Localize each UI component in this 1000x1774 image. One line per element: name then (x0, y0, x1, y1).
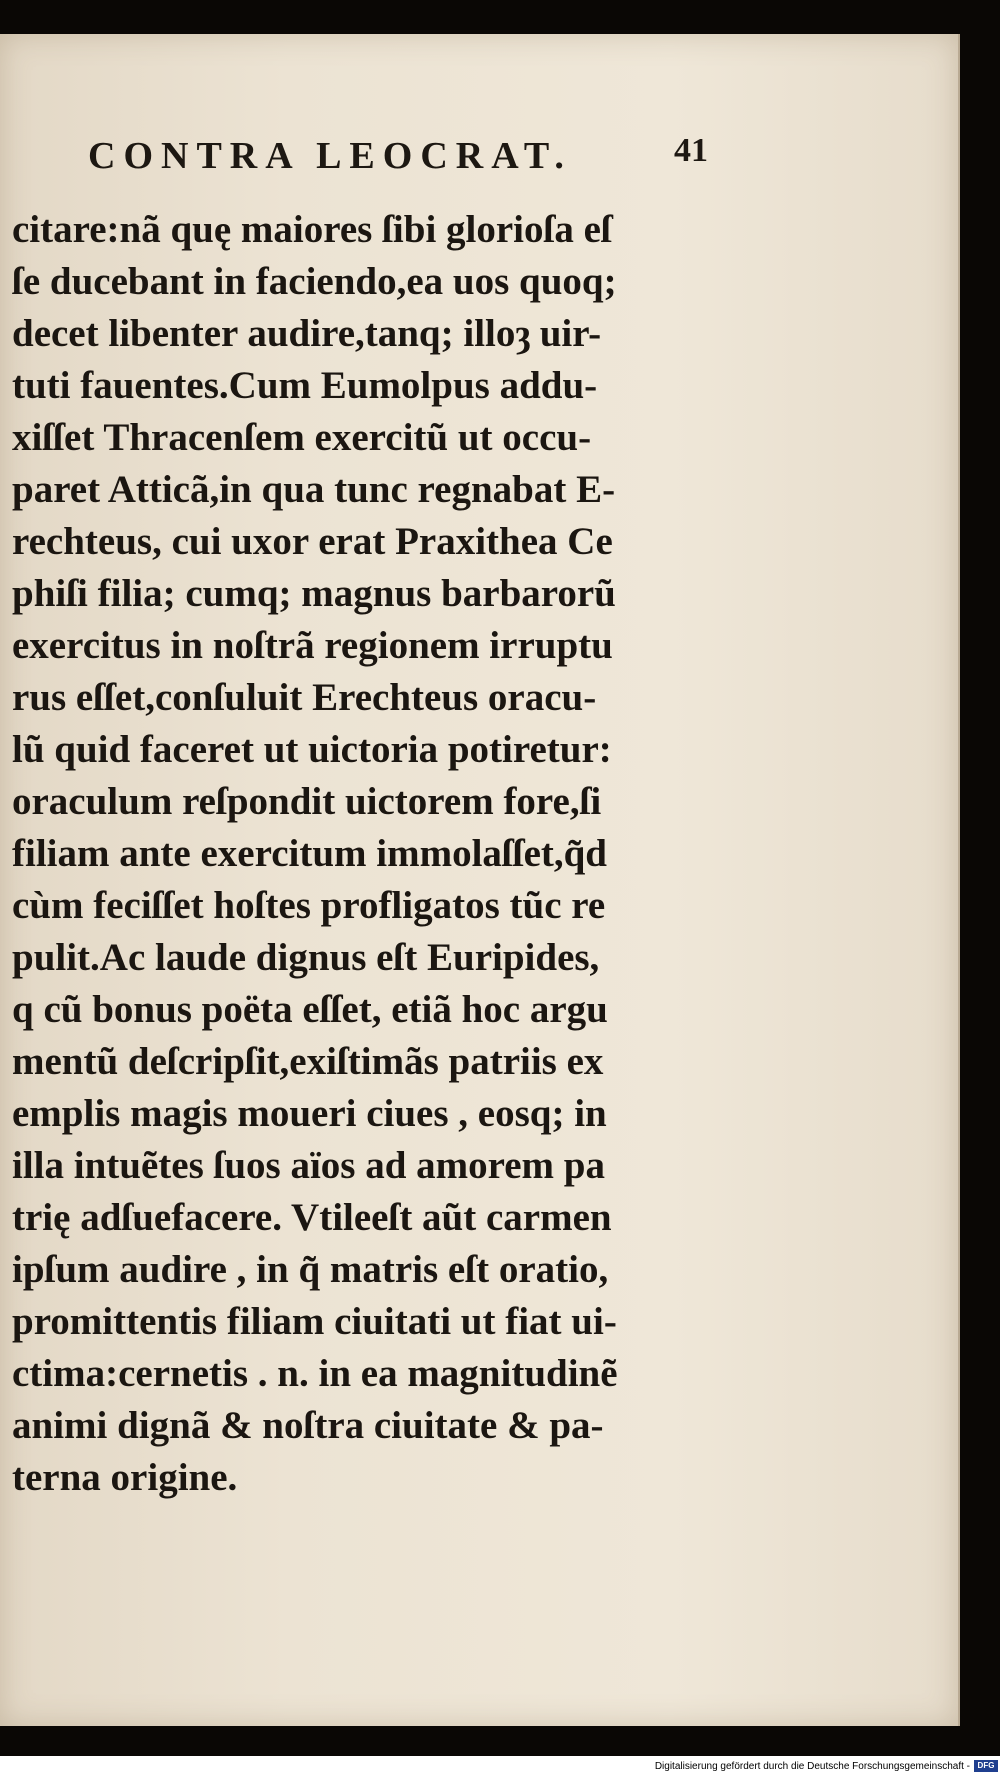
book-page (0, 34, 960, 1726)
text-line: decet libenter audire,tanq; illoȝ uir- (12, 312, 602, 355)
running-title: CONTRA LEOCRAT. (88, 135, 572, 177)
footer-bar (0, 1756, 1000, 1774)
folio-number: 41 (674, 132, 708, 169)
text-line: citare:nã quę maiores ſibi glorioſa eſ (12, 208, 612, 251)
text-line: xiſſet Thracenſem exercitũ ut occu- (12, 416, 592, 459)
text-line: animi dignã & noſtra ciuitate & pa- (12, 1404, 604, 1447)
text-line: promittentis filiam ciuitati ut fiat ui- (12, 1300, 617, 1343)
text-line: cùm feciſſet hoſtes profligatos tũc re (12, 884, 606, 927)
text-line: emplis magis moueri ciues , eosq; in (12, 1092, 607, 1135)
text-line: ſe ducebant in faciendo,ea uos quoq; (12, 260, 617, 303)
text-line: pulit.Ac laude dignus eſt Euripides, (12, 936, 600, 979)
text-line: filiam ante exercitum immolaſſet,q̃d (12, 832, 607, 875)
text-line: phiſi filia; cumq; magnus barbarorũ (12, 572, 616, 615)
text-line: lũ quid faceret ut uictoria potiretur: (12, 728, 612, 771)
text-line: illa intuẽtes ſuos aïos ad amorem pa (12, 1144, 605, 1187)
text-line: ctima:cernetis . n. in ea magnitudinẽ (12, 1352, 618, 1395)
text-body (0, 204, 740, 1504)
text-line: mentũ deſcripſit,exiſtimãs patriis ex (12, 1040, 604, 1083)
running-head (88, 130, 708, 186)
text-line: oraculum reſpondit uictorem fore,ſi (12, 780, 602, 823)
text-line: rus eſſet,conſuluit Erechteus oracu- (12, 676, 597, 719)
text-line: ipſum audire , in q̃ matris eſt oratio, (12, 1248, 609, 1291)
text-line: rechteus, cui uxor erat Praxithea Ce (12, 520, 613, 563)
text-line: trię adſuefacere. Vtileeſt aũt carmen (12, 1196, 612, 1239)
funding-credit: Digitalisierung gefördert durch die Deutsche Forschungsgemeinschaft - (654, 1761, 970, 1772)
text-line: paret Atticã,in qua tunc regnabat E- (12, 468, 616, 511)
text-line: exercitus in noſtrã regionem irruptu (12, 624, 613, 667)
text-line: tuti fauentes.Cum Eumolpus addu- (12, 364, 598, 407)
text-line: terna origine. (12, 1456, 238, 1499)
text-line: q cũ bonus poëta eſſet, etiã hoc argu (12, 988, 608, 1031)
dfg-logo-icon: DFG (974, 1760, 998, 1772)
